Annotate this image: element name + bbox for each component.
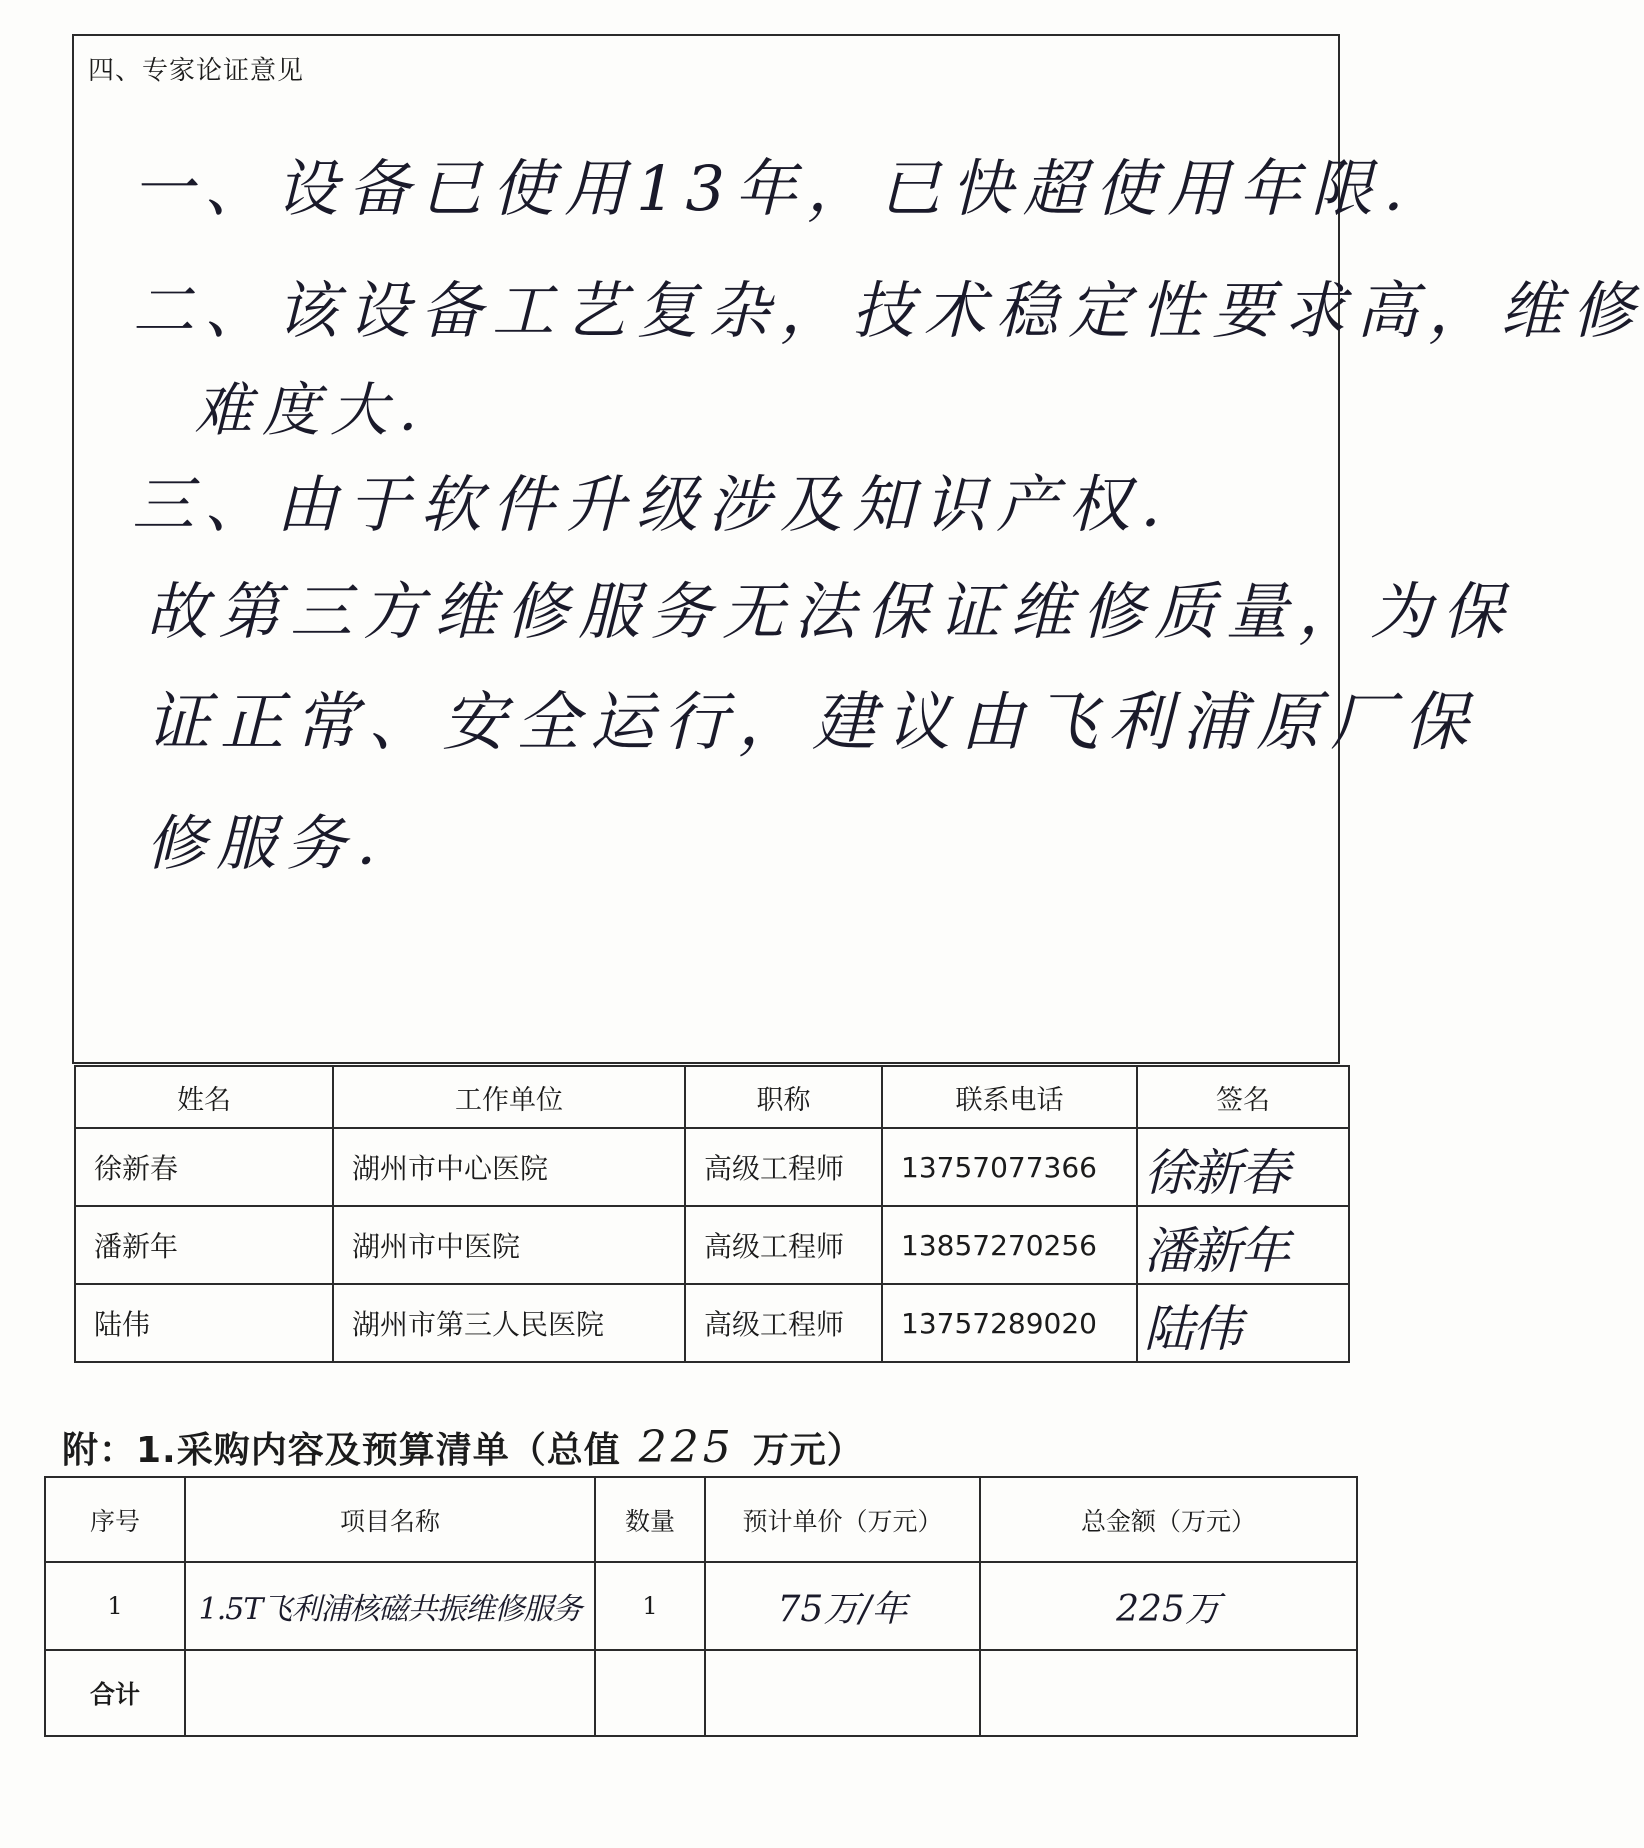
- budget-row: [45, 1562, 1357, 1650]
- expert-row: [75, 1206, 1349, 1284]
- header-name: 姓名: [75, 1066, 333, 1128]
- budget-total-empty-cell: [595, 1650, 705, 1736]
- budget-index: 1: [45, 1562, 185, 1650]
- header-title: 职称: [685, 1066, 882, 1128]
- budget-unit-price: 75万/年: [705, 1562, 980, 1650]
- budget-table: [44, 1476, 1358, 1737]
- appendix-heading: [62, 1422, 864, 1473]
- expert-title: 高级工程师: [685, 1284, 882, 1362]
- header-unit-price: 预计单价（万元）: [705, 1477, 980, 1562]
- budget-quantity: 1: [595, 1562, 705, 1650]
- expert-signature-cell: [1137, 1206, 1349, 1284]
- budget-total-empty-cell: [185, 1650, 595, 1736]
- handwritten-opinion-line: 二、该设备工艺复杂，技术稳定性要求高，维修: [132, 274, 1644, 347]
- header-index: 序号: [45, 1477, 185, 1562]
- handwritten-opinion-line: 难度大．: [194, 376, 467, 444]
- expert-name: 潘新年: [75, 1206, 333, 1284]
- experts-table: [74, 1065, 1350, 1363]
- expert-name: 徐新春: [75, 1128, 333, 1206]
- expert-title: 高级工程师: [685, 1128, 882, 1206]
- budget-header-row: [45, 1477, 1357, 1562]
- handwritten-opinion-line: 一、设备已使用13年，已快超使用年限．: [132, 152, 1455, 225]
- handwritten-opinion-line: 故第三方维修服务无法保证维修质量，为保: [146, 575, 1515, 648]
- handwritten-signature: 徐新春: [1144, 1144, 1288, 1202]
- header-quantity: 数量: [595, 1477, 705, 1562]
- experts-header-row: [75, 1066, 1349, 1128]
- section-title: 四、专家论证意见: [88, 56, 305, 86]
- header-item-name: 项目名称: [185, 1477, 595, 1562]
- expert-row: [75, 1284, 1349, 1362]
- handwritten-signature: 陆伟: [1144, 1300, 1240, 1358]
- budget-item-name: 1.5T飞利浦核磁共振维修服务: [185, 1562, 595, 1650]
- expert-phone: 13857270256: [882, 1206, 1137, 1284]
- header-phone: 联系电话: [882, 1066, 1137, 1128]
- handwritten-opinion-line: 修服务．: [146, 809, 426, 879]
- header-unit: 工作单位: [333, 1066, 685, 1128]
- header-signature: 签名: [1137, 1066, 1349, 1128]
- appendix-suffix: 万元）: [752, 1430, 864, 1471]
- expert-phone: 13757289020: [882, 1284, 1137, 1362]
- expert-signature-cell: [1137, 1128, 1349, 1206]
- handwritten-signature: 潘新年: [1144, 1222, 1288, 1280]
- expert-unit: 湖州市第三人民医院: [333, 1284, 685, 1362]
- budget-total-label: 合计: [45, 1650, 185, 1736]
- header-total-amount: 总金额（万元）: [980, 1477, 1357, 1562]
- appendix-total-value: 225: [638, 1422, 735, 1473]
- expert-title: 高级工程师: [685, 1206, 882, 1284]
- expert-name: 陆伟: [75, 1284, 333, 1362]
- budget-total-empty-cell: [705, 1650, 980, 1736]
- budget-total-amount: 225万: [980, 1562, 1357, 1650]
- expert-signature-cell: [1137, 1284, 1349, 1362]
- expert-unit: 湖州市中医院: [333, 1206, 685, 1284]
- handwritten-opinion-line: 三、由于软件升级涉及知识产权．: [132, 468, 1213, 541]
- appendix-prefix: 附：1.采购内容及预算清单（总值: [62, 1430, 621, 1471]
- budget-total-empty-cell: [980, 1650, 1357, 1736]
- expert-row: [75, 1128, 1349, 1206]
- expert-phone: 13757077366: [882, 1128, 1137, 1206]
- expert-unit: 湖州市中心医院: [333, 1128, 685, 1206]
- expert-opinion-section: [72, 34, 1644, 1064]
- handwritten-opinion-line: 证正常、安全运行，建议由飞利浦原厂保: [146, 686, 1478, 760]
- budget-total-row: [45, 1650, 1357, 1736]
